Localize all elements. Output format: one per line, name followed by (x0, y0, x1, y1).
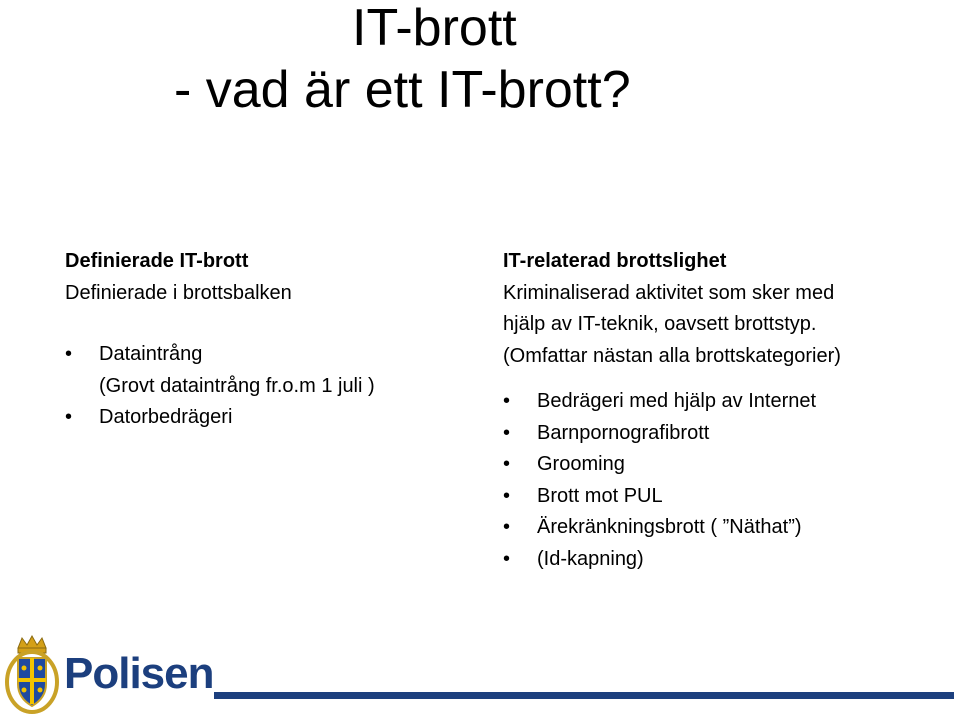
bullet-text: Brott mot PUL (537, 484, 663, 507)
bullet-icon: • (503, 547, 511, 570)
polisen-logo-text: Polisen (64, 649, 214, 698)
list-item (503, 386, 943, 418)
bullet-text: Bedrägeri med hjälp av Internet (537, 390, 817, 412)
bullet-icon: • (503, 421, 511, 444)
list-item (503, 449, 943, 481)
right-bullet-list (503, 386, 943, 575)
footer-bar (214, 692, 954, 699)
list-item (503, 481, 943, 513)
left-column (65, 246, 465, 434)
bullet-text: Dataintrång (99, 343, 203, 365)
bullet-icon: • (503, 484, 511, 507)
list-item (503, 512, 943, 544)
bullet-icon: • (503, 390, 511, 412)
bullet-icon: • (65, 343, 73, 365)
list-item (65, 402, 465, 434)
police-crest-icon (4, 632, 60, 716)
left-heading: Definierade IT-brott (65, 250, 249, 272)
right-column (503, 246, 943, 575)
left-bullet-list (65, 339, 465, 434)
bullet-text: (Id-kapning) (537, 547, 644, 570)
right-line: hjälp av IT-teknik, oavsett brottstyp. (503, 313, 817, 335)
bullet-text: Datorbedrägeri (99, 406, 233, 428)
slide-title-line1: IT-brott (352, 0, 517, 57)
list-item (503, 544, 943, 576)
bullet-icon: • (503, 516, 511, 538)
bullet-text: Barnpornografibrott (537, 421, 710, 444)
bullet-text: Grooming (537, 453, 625, 475)
bullet-text: Ärekränkningsbrott ( ”Näthat”) (537, 516, 802, 538)
right-line: Kriminaliserad aktivitet som sker med (503, 281, 835, 304)
bullet-icon: • (503, 453, 511, 475)
list-item-continuation (65, 371, 465, 403)
list-item (503, 418, 943, 450)
list-item (65, 339, 465, 371)
bullet-continuation-text: (Grovt dataintrång fr.o.m 1 juli ) (99, 374, 375, 397)
left-subheading: Definierade i brottsbalken (65, 281, 292, 304)
right-line: (Omfattar nästan alla brottskategorier) (503, 344, 841, 367)
footer (0, 626, 959, 718)
slide-title-line2: - vad är ett IT-brott? (174, 61, 631, 119)
right-heading: IT-relaterad brottslighet (503, 250, 727, 272)
bullet-icon: • (65, 406, 73, 428)
